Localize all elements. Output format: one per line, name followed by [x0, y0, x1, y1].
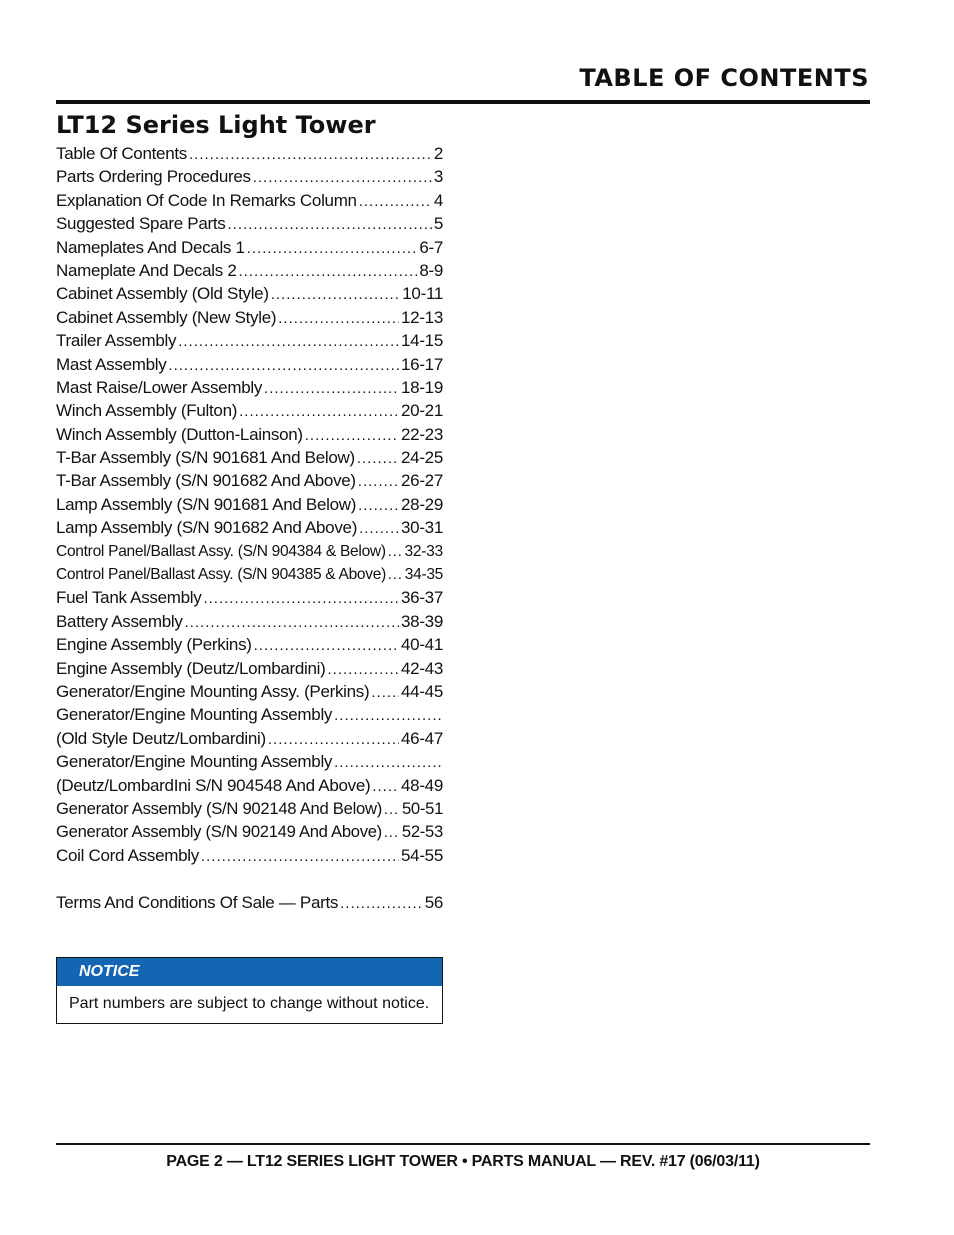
toc-entry-title: Control Panel/Ballast Assy. (S/N 904385 & Above): [56, 566, 386, 584]
toc-leader-dots: [178, 330, 399, 353]
toc-entry-title: Engine Assembly (Deutz/Lombardini): [56, 658, 326, 678]
toc-entry[interactable]: [56, 446, 443, 469]
page-footer: PAGE 2 — LT12 SERIES LIGHT TOWER • PARTS MANUAL — REV. #17 (06/03/11): [166, 1153, 760, 1170]
toc-leader-dots: [384, 798, 400, 821]
toc-entry[interactable]: [56, 563, 443, 586]
toc-leader-dots: [328, 658, 400, 681]
toc-entry[interactable]: [56, 516, 443, 539]
toc-entry-title: Generator Assembly (S/N 902149 And Above): [56, 822, 382, 842]
toc-entry-page: 2: [433, 144, 443, 163]
toc-leader-dots: [340, 892, 423, 915]
toc-entry[interactable]: [56, 189, 443, 212]
toc-entry[interactable]: [56, 399, 443, 422]
toc-entry-title: Mast Raise/Lower Assembly: [56, 377, 263, 397]
toc-entry-title: Winch Assembly (Fulton): [56, 401, 238, 421]
toc-leader-dots: [185, 611, 399, 634]
toc-entry-page: 26-27: [401, 471, 443, 491]
toc-entry-page: 52-53: [401, 822, 443, 842]
toc-entry-page: 6-7: [419, 237, 443, 257]
page-header-title: TABLE OF CONTENTS: [579, 64, 869, 92]
toc-entry-page: 44-45: [401, 681, 443, 701]
toc-entry-title: T-Bar Assembly (S/N 901681 And Below): [56, 448, 355, 468]
table-of-contents: [56, 142, 443, 914]
toc-leader-dots: [264, 377, 399, 400]
toc-entry-title: Generator Assembly (S/N 902148 And Below): [56, 798, 382, 818]
toc-leader-dots: [254, 634, 399, 657]
toc-entry[interactable]: [56, 165, 443, 188]
toc-entry[interactable]: [56, 680, 443, 703]
toc-entry-page: 32-33: [404, 542, 443, 560]
toc-leader-dots: [189, 143, 432, 166]
footer-divider: [56, 1143, 870, 1145]
toc-entry[interactable]: [56, 844, 443, 867]
toc-entry-page: 54-55: [401, 845, 443, 865]
toc-entry-title: Generator/Engine Mounting Assembly: [56, 705, 333, 725]
toc-entry-title: Nameplates And Decals 1: [56, 237, 245, 257]
toc-leader-dots: [227, 213, 431, 236]
toc-entry-title: Fuel Tank Assembly: [56, 588, 202, 608]
toc-entry-title: Suggested Spare Parts: [56, 214, 226, 234]
toc-leader-dots: [334, 704, 441, 727]
toc-entry[interactable]: [56, 633, 443, 656]
toc-entry[interactable]: [56, 423, 443, 446]
toc-entry[interactable]: [56, 774, 443, 797]
toc-entry[interactable]: [56, 469, 443, 492]
toc-entry-title: Lamp Assembly (S/N 901682 And Above): [56, 518, 358, 538]
toc-entry-title: Explanation Of Code In Remarks Column: [56, 190, 357, 210]
toc-entry[interactable]: [56, 306, 443, 329]
toc-entry[interactable]: [56, 820, 443, 843]
toc-leader-dots: [305, 424, 399, 447]
toc-leader-dots: [271, 283, 401, 306]
toc-entry-title: Cabinet Assembly (New Style): [56, 307, 277, 327]
toc-entry-page: 38-39: [401, 611, 443, 631]
toc-entry-page: 48-49: [401, 775, 443, 795]
toc-entry-page: 28-29: [401, 494, 443, 514]
toc-entry[interactable]: [56, 212, 443, 235]
toc-leader-dots: [388, 563, 403, 586]
toc-entry[interactable]: [56, 142, 443, 165]
toc-entry[interactable]: [56, 540, 443, 563]
toc-entry-title: Parts Ordering Procedures: [56, 167, 251, 187]
toc-entry-page: 46-47: [401, 728, 443, 748]
toc-entry[interactable]: [56, 259, 443, 282]
toc-entry-title: (Deutz/LombardIni S/N 904548 And Above): [56, 775, 371, 795]
toc-entry-page: 16-17: [401, 354, 443, 374]
toc-spacer: [56, 867, 443, 890]
toc-entry-title: T-Bar Assembly (S/N 901682 And Above): [56, 471, 356, 491]
toc-entry-page: 14-15: [401, 331, 443, 351]
toc-entry-page: 18-19: [401, 377, 443, 397]
toc-leader-dots: [358, 470, 399, 493]
toc-entry-page: 10-11: [402, 284, 443, 304]
toc-entry-page: 8-9: [419, 260, 443, 280]
toc-entry-title: Generator/Engine Mounting Assy. (Perkins): [56, 681, 370, 701]
toc-entry-page: 56: [424, 892, 443, 912]
toc-leader-dots: [239, 260, 418, 283]
toc-entry-page: 4: [433, 190, 443, 210]
toc-leader-dots: [247, 237, 418, 260]
toc-leader-dots: [372, 775, 399, 798]
toc-leader-dots: [168, 354, 399, 377]
toc-leader-dots: [278, 307, 399, 330]
toc-entry[interactable]: [56, 750, 443, 773]
toc-entry-title: Generator/Engine Mounting Assembly: [56, 752, 333, 772]
toc-leader-dots: [203, 587, 399, 610]
toc-entry-page: 24-25: [401, 448, 443, 468]
toc-entry-title: Battery Assembly: [56, 611, 183, 631]
toc-leader-dots: [371, 681, 399, 704]
toc-leader-dots: [384, 821, 400, 844]
toc-leader-dots: [239, 400, 399, 423]
toc-entry-title: Cabinet Assembly (Old Style): [56, 284, 269, 304]
toc-entry-page: 20-21: [401, 401, 443, 421]
toc-entry-page: 40-41: [401, 635, 443, 655]
toc-entry-title: Coil Cord Assembly: [56, 845, 199, 865]
toc-entry-title: Nameplate And Decals 2: [56, 260, 237, 280]
toc-entry-title: Terms And Conditions Of Sale — Parts: [56, 892, 339, 912]
toc-leader-dots: [253, 166, 432, 189]
notice-text: Part numbers are subject to change without notice.: [69, 995, 430, 1012]
toc-entry-title: Trailer Assembly: [56, 331, 177, 351]
toc-entry[interactable]: [56, 493, 443, 516]
toc-entry-title: Mast Assembly: [56, 354, 167, 374]
toc-entry[interactable]: [56, 657, 443, 680]
toc-entry[interactable]: [56, 610, 443, 633]
toc-entry-title: Lamp Assembly (S/N 901681 And Below): [56, 494, 357, 514]
toc-leader-dots: [359, 190, 432, 213]
toc-entry[interactable]: [56, 329, 443, 352]
toc-entry-title: (Old Style Deutz/Lombardini): [56, 728, 266, 748]
toc-leader-dots: [201, 845, 399, 868]
toc-entry-page: 5: [433, 214, 443, 234]
section-title: LT12 Series Light Tower: [56, 111, 376, 139]
toc-leader-dots: [388, 540, 403, 563]
toc-entry-page: 12-13: [401, 307, 443, 327]
toc-entry[interactable]: [56, 282, 443, 305]
toc-entry-title: Winch Assembly (Dutton-Lainson): [56, 424, 303, 444]
toc-entry-title: Engine Assembly (Perkins): [56, 635, 252, 655]
toc-entry[interactable]: [56, 797, 443, 820]
toc-entry-page: 3: [433, 167, 443, 187]
toc-entry-page: 36-37: [401, 588, 443, 608]
notice-box: [56, 957, 443, 1024]
toc-entry[interactable]: [56, 376, 443, 399]
toc-leader-dots: [268, 728, 399, 751]
toc-leader-dots: [359, 517, 399, 540]
toc-entry-page: 34-35: [404, 566, 444, 584]
toc-entry-page: 22-23: [401, 424, 443, 444]
toc-entry[interactable]: [56, 703, 443, 726]
toc-entry[interactable]: [56, 586, 443, 609]
toc-entry-title: Control Panel/Ballast Assy. (S/N 904384 & Below): [56, 542, 386, 560]
toc-entry[interactable]: [56, 236, 443, 259]
toc-entry-title: Table Of Contents: [56, 144, 187, 163]
toc-entry[interactable]: [56, 353, 443, 376]
toc-entry-page: 42-43: [401, 658, 443, 678]
toc-leader-dots: [357, 447, 399, 470]
notice-label: NOTICE: [57, 958, 442, 986]
toc-entry-terms[interactable]: [56, 891, 443, 914]
toc-entry-page: 30-31: [401, 518, 443, 538]
toc-leader-dots: [334, 751, 441, 774]
toc-entry[interactable]: [56, 727, 443, 750]
toc-entry-page: 50-51: [401, 798, 444, 818]
header-divider: [56, 100, 870, 104]
toc-leader-dots: [358, 494, 399, 517]
